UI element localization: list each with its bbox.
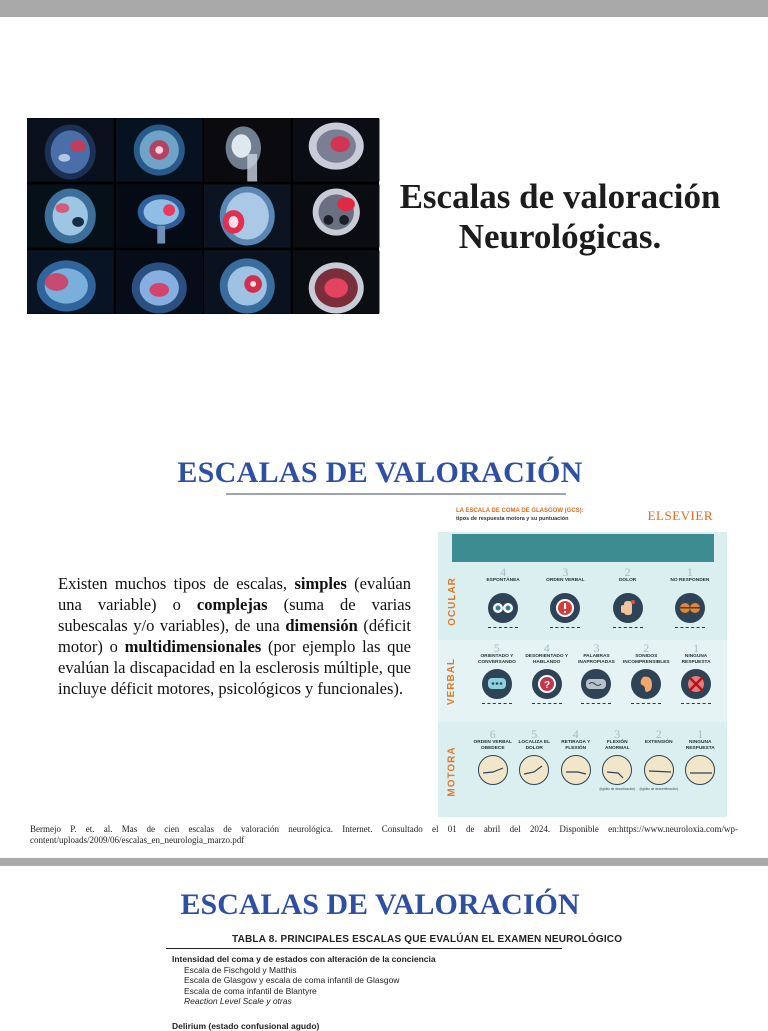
brain-scan-image	[27, 184, 114, 248]
glasgow-coma-scale-infographic	[438, 502, 727, 817]
divider	[675, 627, 705, 628]
response-label: NINGUNA RESPUESTA	[671, 654, 721, 666]
response-label: EXTENSIÓN	[638, 740, 680, 752]
section-heading: Intensidad del coma y de estados con alteración de la conciencia	[172, 954, 572, 965]
infographic-subtitle: tipos de respuesta motora y su puntuación	[456, 516, 568, 522]
infographic-header	[438, 502, 727, 532]
motora-side-label: MOTORA	[438, 726, 466, 816]
ocular-item	[597, 564, 659, 638]
slide-heading: ESCALAS DE VALORACIÓN	[150, 456, 610, 490]
top-divider-bar	[0, 0, 768, 17]
divider	[482, 703, 512, 704]
brain-scan-image	[204, 184, 291, 248]
arm-icon	[602, 755, 632, 785]
slide-heading: ESCALAS DE VALORACIÓN	[150, 888, 610, 922]
verbal-item	[621, 640, 671, 722]
ocular-side-label: OCULAR	[438, 564, 466, 638]
brain-scan-image	[116, 118, 203, 182]
score-number: 4	[522, 642, 572, 654]
svg-text:?: ?	[544, 680, 550, 691]
motora-item	[555, 726, 597, 816]
divider	[581, 703, 611, 704]
scales-list	[172, 954, 572, 1031]
response-label: NO RESPONDEN	[659, 578, 721, 590]
mute-icon	[681, 669, 711, 699]
citation-reference: Bermejo P. et. al. Mas de cien escalas de valoración neurológica. Internet. Consultado el 01 de abril del 2024. Disponible en:https://www.neuroloxia.com/wp-content/uploads/2009/06/escalas_en_neurologia_marzo.pdf	[30, 824, 738, 846]
list-item: Escala de coma infantil de Blantyre	[172, 986, 572, 997]
verbal-band	[438, 640, 727, 722]
motora-item	[638, 726, 680, 816]
score-number: 1	[659, 566, 721, 578]
list-item: Escala de Glasgow y escala de coma infantil de Glasgow	[172, 975, 572, 986]
score-number: 4	[472, 566, 534, 578]
score-number: 3	[597, 728, 639, 740]
ocular-item	[659, 564, 721, 638]
body-bold-term: dimensión	[285, 616, 357, 635]
scribble-bubble-icon	[581, 669, 611, 699]
arm-icon	[561, 755, 591, 785]
eyes-icon	[488, 593, 518, 623]
slide-escalas-table	[0, 866, 768, 1024]
ocular-item	[472, 564, 534, 638]
response-label: LOCALIZA EL DOLOR	[514, 740, 556, 752]
verbal-item	[522, 640, 572, 722]
response-label: ESPONTÁNEA	[472, 578, 534, 590]
body-text: (déficit motor) o	[58, 616, 411, 656]
brain-scan-image	[116, 250, 203, 314]
heading-underline	[226, 493, 566, 495]
table-title: TABLA 8. PRINCIPALES ESCALAS QUE EVALÚAN EL EXAMEN NEUROLÓGICO	[232, 934, 622, 945]
verbal-item	[671, 640, 721, 722]
response-label: DESORIENTADO Y HABLANDO	[522, 654, 572, 666]
score-number: 5	[472, 642, 522, 654]
body-paragraph	[58, 573, 411, 699]
title-line-2: Neurológicas.	[459, 217, 662, 256]
arm-icon	[478, 755, 508, 785]
verbal-item	[572, 640, 622, 722]
score-number: 1	[671, 642, 721, 654]
brain-scan-collage	[27, 118, 379, 314]
slide-title	[0, 17, 768, 429]
question-icon	[532, 669, 562, 699]
arm-icon	[644, 755, 674, 785]
brain-scan-image	[116, 184, 203, 248]
score-number: 6	[472, 728, 514, 740]
response-label: SONIDOS INCOMPRENSIBLES	[621, 654, 671, 666]
closed-eyes-icon	[675, 593, 705, 623]
body-text: Existen muchos tipos de escalas,	[58, 574, 294, 593]
response-label: NINGUNA RESPUESTA	[680, 740, 722, 752]
divider	[613, 627, 643, 628]
divider	[631, 703, 661, 704]
motora-item	[597, 726, 639, 816]
alert-icon	[550, 593, 580, 623]
pinch-hand-icon	[613, 593, 643, 623]
divider	[488, 627, 518, 628]
score-number: 5	[514, 728, 556, 740]
infographic-intro-block	[452, 534, 714, 562]
response-label: RETIRADA Y FLEXIÓN	[555, 740, 597, 752]
title-line-1: Escalas de valoración	[400, 177, 721, 216]
score-number: 1	[680, 728, 722, 740]
body-bold-term: complejas	[197, 595, 268, 614]
brain-scan-image	[27, 118, 114, 182]
brain-scan-image	[204, 250, 291, 314]
score-number: 4	[555, 728, 597, 740]
score-number: 3	[572, 642, 622, 654]
body-text: (evalúan una variable) o	[58, 574, 411, 614]
table-rule	[166, 948, 562, 949]
motora-note: (rigidez de descerebración)	[638, 787, 680, 791]
response-label: DOLOR	[597, 578, 659, 590]
brain-scan-image	[27, 250, 114, 314]
slide-divider-bar	[0, 858, 768, 866]
list-item: Reaction Level Scale y otras	[172, 996, 572, 1007]
body-bold-term: simples	[294, 574, 346, 593]
body-text: (suma de varias subescalas y/o variables), de una	[58, 595, 411, 635]
divider	[532, 703, 562, 704]
elsevier-logo: ELSEVIER	[648, 508, 713, 524]
list-item: Escala de Fischgold y Matthis	[172, 965, 572, 976]
score-number: 2	[621, 642, 671, 654]
response-label: FLEXIÓN ANORMAL	[597, 740, 639, 752]
motora-note: (rigidez de decorticación)	[597, 787, 639, 791]
motora-item	[680, 726, 722, 816]
motora-band	[438, 726, 727, 816]
section-heading: Delirium (estado confusional agudo)	[172, 1021, 572, 1031]
arm-icon	[519, 755, 549, 785]
response-label: ORIENTADO Y CONVERSANDO	[472, 654, 522, 666]
brain-scan-image	[293, 250, 380, 314]
brain-scan-image	[204, 118, 291, 182]
score-number: 3	[534, 566, 596, 578]
body-text: (por ejemplo las que evalúan la discapacidad en la esclerosis múltiple, que incluye déficit motores, psicológicos y funcionales).	[58, 637, 411, 698]
response-label: PALABRAS INAPROPIADAS	[572, 654, 622, 666]
brain-scan-image	[293, 118, 380, 182]
response-label: ORDEN VERBAL OBEDECE	[472, 740, 514, 752]
response-label: ORDEN VERBAL	[534, 578, 596, 590]
motora-item	[514, 726, 556, 816]
brain-scan-image	[293, 184, 380, 248]
divider	[681, 703, 711, 704]
page-title	[385, 177, 735, 257]
speech-bubble-icon	[482, 669, 512, 699]
ocular-band	[438, 564, 727, 638]
score-number: 2	[597, 566, 659, 578]
infographic-title: LA ESCALA DE COMA DE GLASGOW (GCS):	[456, 508, 584, 514]
verbal-side-label: VERBAL	[438, 640, 466, 722]
divider	[550, 627, 580, 628]
arm-icon	[685, 755, 715, 785]
body-bold-term: multidimensionales	[125, 637, 262, 656]
ocular-item	[534, 564, 596, 638]
score-number: 2	[638, 728, 680, 740]
ear-icon	[631, 669, 661, 699]
slide-escalas-intro	[0, 430, 768, 858]
verbal-item	[472, 640, 522, 722]
motora-item	[472, 726, 514, 816]
